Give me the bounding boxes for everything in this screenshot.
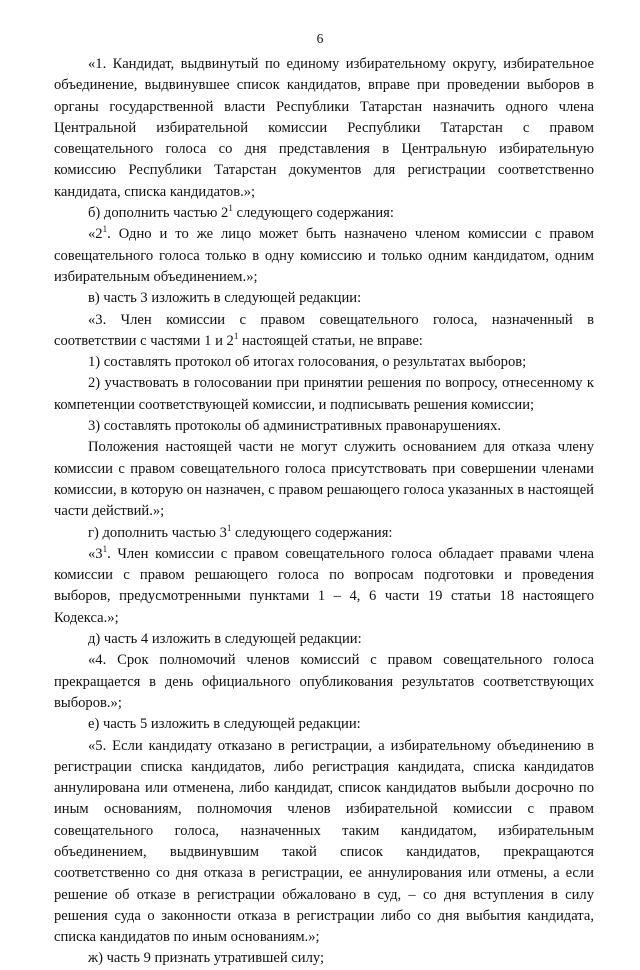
paragraph-text: в) часть 3 изложить в следующей редакции: — [88, 290, 362, 307]
superscript: 1 — [102, 543, 108, 554]
paragraph-text: следующего содержания: — [231, 524, 393, 541]
paragraph-text: б) дополнить частью 2 — [88, 205, 229, 222]
paragraph-provisions — [54, 437, 594, 522]
paragraph-text: д) часть 4 изложить в следующей редакции: — [88, 631, 362, 648]
paragraph-text: . Одно и то же лицо может быть назначено членом комиссии с правом совещательного голоса только в одну комиссию и только одним кандидатом, одним избирательным объединением.»; — [54, 226, 594, 285]
paragraph-text: «5. Если кандидату отказано в регистрации, а избирательному объединению в регистрации списка кандидатов, либо регистрация кандидата, списка кандидатов аннулирована или отменена, либо кандидат, список кандидатов выбыли досрочно по иным основаниям, полномочия членов избирательной комиссии с правом совещательного голоса, назначенных таким кандидатом, избирательным объединением, выдвинувшим такой список кандидатов, прекращаются соответственно со дня отказа в регистрации, ее аннулирования или отмены, а если решение об отказе в регистрации обжаловано в суд, – со дня вступления в силу решения суда о законности отказа в регистрации либо со дня выбытия кандидата, списка кандидатов по иным основаниям.»; — [54, 737, 594, 946]
paragraph-text: 3) составлять протоколы об административных правонарушениях. — [88, 418, 502, 435]
paragraph-item-zh — [54, 948, 594, 969]
paragraph-part-4 — [54, 650, 594, 714]
paragraph-part-3 — [54, 310, 594, 353]
superscript: 1 — [102, 224, 108, 235]
paragraph-part-2-1 — [54, 224, 594, 288]
paragraph-item-e — [54, 714, 594, 735]
superscript: 1 — [226, 522, 232, 533]
paragraph-text: «3. Член комиссии с правом совещательного голоса, назначенный в соответствии с частями 1 и 2 — [54, 311, 594, 349]
paragraph-text: настоящей статьи, не вправе: — [238, 332, 423, 349]
paragraph-text: г) дополнить частью 3 — [88, 524, 227, 541]
paragraph-item-b — [54, 203, 594, 224]
paragraph-text: следующего содержания: — [232, 205, 394, 222]
paragraph-text: «3 — [88, 545, 103, 562]
paragraph-text: «2 — [88, 226, 103, 243]
superscript: 1 — [233, 330, 239, 341]
paragraph-item-g — [54, 523, 594, 544]
document-body — [54, 54, 594, 970]
paragraph-item-v — [54, 288, 594, 309]
paragraph-part-5 — [54, 736, 594, 949]
paragraph-part-3-1 — [54, 544, 594, 629]
paragraph-text: е) часть 5 изложить в следующей редакции: — [88, 716, 361, 733]
paragraph-text: ж) часть 9 признать утратившей силу; — [88, 950, 325, 967]
paragraph-item-d — [54, 629, 594, 650]
paragraph-text: . Член комиссии с правом совещательного голоса обладает правами члена комиссии с правом решающего голоса по вопросам подготовки и проведения выборов, предусмотренными пунктами 1 – 4, 6 части 19 статьи 18 настоящего Кодекса.»; — [54, 545, 594, 626]
paragraph-point-1 — [54, 352, 594, 373]
page-number: 6 — [316, 31, 324, 46]
superscript: 1 — [228, 203, 233, 214]
paragraph-point-2 — [54, 373, 594, 416]
paragraph-text: 2) участвовать в голосовании при принятии решения по вопросу, отнесенному к компетенции соответствующей комиссии, и подписывать решения комиссии; — [54, 375, 594, 413]
paragraph-text: «1. Кандидат, выдвинутый по единому избирательному округу, избирательное объединение, выдвинувшее список кандидатов, вправе при проведении выборов в органы государственной власти Республики Татарстан назначить одного члена Центральной избирательной комиссии Республики Татарстан с правом совещательного голоса со дня представления в Центральную избирательную комиссию Республики Татарстан документов для регистрации соответственно кандидата, списка кандидатов.»; — [54, 56, 594, 200]
paragraph-point-3 — [54, 416, 594, 437]
paragraph-text: Положения настоящей части не могут служить основанием для отказа члену комиссии с правом совещательного голоса присутствовать при совершении членами комиссии, в которую он назначен, с правом решающего голоса указанных в настоящей части действий.»; — [54, 439, 594, 520]
paragraph-part-1 — [54, 54, 594, 203]
paragraph-text: 1) составлять протокол об итогах голосования, о результатах выборов; — [88, 354, 527, 371]
paragraph-text: «4. Срок полномочий членов комиссий с правом совещательного голоса прекращается в день официального опубликования результатов соответствующих выборов.»; — [54, 652, 594, 711]
